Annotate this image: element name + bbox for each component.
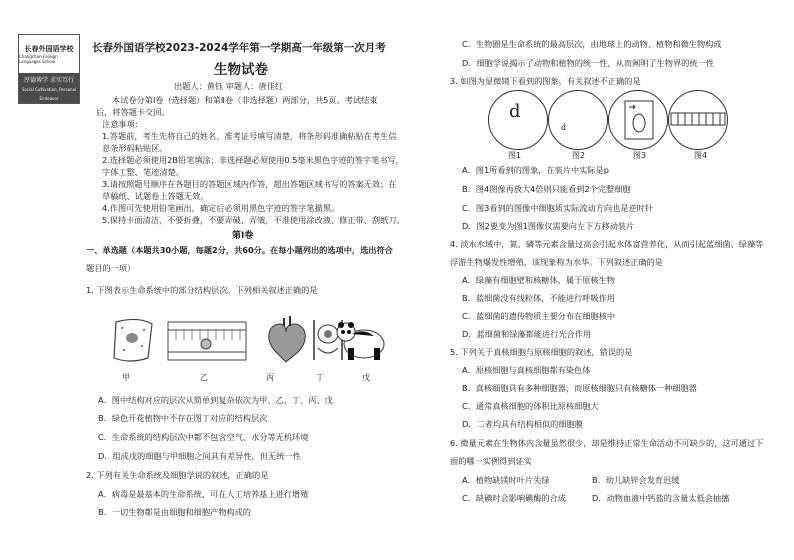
q1-label-jia: 甲 [122, 373, 130, 382]
logo-text-en: Changchun Foreign Languages School [19, 54, 58, 64]
school-logo [18, 34, 80, 104]
q1-label-bing: 丙 [266, 373, 274, 382]
q3-option-a: A．图1所看到的图象，在装片中实际是p [462, 165, 610, 175]
logo-slogan-en: Social Cultivation, Personal Endeavor [21, 87, 77, 101]
section-heading-1: 一、单选题（本题共30小题，每题2分，共60分。在每小题列出的选项中，选出符合 [86, 245, 393, 255]
notice-item: 2.选择题必须使用2B铅笔填涂；非选择题必须使用0.5毫米黑色字迹的签字笔书写， [102, 155, 404, 165]
fig-label-1: 图1 [508, 151, 522, 160]
panda-image [337, 322, 384, 360]
notice-item: 1.答题前，考生先将自己的姓名、准考证号填写清楚，将条形码准确粘贴在考生信 [102, 131, 397, 141]
q4-stem-1: 4. 淡水水域中，氮、磷等元素含量过高会引起水体富营养化，从而引起蓝细菌、绿藻等 [450, 239, 764, 249]
q2-option-d: D．细胞学说揭示了动物和植物的统一性，从而阐明了生物界的统一性 [462, 58, 714, 68]
q1-stem: 1. 下图表示生命系统中的部分结构层次。下列相关叙述正确的是 [86, 285, 318, 295]
intro-line-2: 后，将答题卡交回。 [96, 107, 170, 117]
logo-emblem [19, 35, 79, 73]
fig-label-3: 图3 [633, 151, 647, 160]
q4-option-b: B．蓝细菌没有线粒体，不能进行呼吸作用 [462, 293, 615, 303]
q1-option-a: A．图中结构对应的层次从简单到复杂依次为甲、乙、丁、丙、戊 [98, 395, 333, 405]
q1-label-wu: 戊 [362, 373, 370, 382]
q4-option-a: A．绿藻有细胞壁和核糖体，属于原核生物 [462, 275, 615, 285]
q4-stem-2: 浮游生物爆发性增殖，该现象称为水华。下列叙述正确的是 [450, 257, 663, 267]
notice-item: 5.保持卡面清洁，不要折叠，不要弄破、弄皱，不准使用涂改液、修正带、刮纸刀。 [102, 215, 405, 225]
q2-option-c: C．生物圈是生命系统的最高层次，由地球上的动物、植物和微生物构成 [462, 39, 722, 49]
microscope-view-2 [548, 90, 608, 150]
q1-figure [108, 314, 388, 368]
q4-option-c: C．蓝细菌的遗传物质主要分布在细胞核中 [462, 311, 616, 321]
microscope-view-4 [668, 90, 728, 150]
section-heading-2: 题目的一项） [86, 263, 136, 273]
logo-slogan-band [19, 73, 79, 103]
notice-item: 字体工整、笔迹清楚。 [102, 167, 184, 177]
q5-option-d: D．二者均具有结构相似的细胞膜 [462, 419, 583, 429]
logo-text: 长春外国语学校 [24, 45, 74, 53]
q1-option-d: D．组成戊的细胞与甲细胞之间具有差异性，但无统一性 [98, 451, 301, 461]
authors-line: 出题人：黄钰 审题人：唐佳红 [174, 81, 284, 91]
microscope-view-3 [608, 90, 668, 150]
q2-option-b: B．一切生物都是由细胞和细胞产物构成的 [98, 507, 251, 517]
q3-stem: 3. 如图为显微镜下看到的图象，有关叙述不正确的是 [450, 76, 641, 86]
notice-item: 3.请按照题号顺序在各题目的答题区域内作答，超出答题区域书写的答案无效；在 [102, 179, 397, 189]
q3-option-c: C．图3看到的图像中细胞质实际流动方向也是逆时针 [462, 203, 654, 213]
q6-option-a: A．植物缺镁时叶片失绿 [462, 475, 550, 485]
q3-option-b: B．图4图像再放大4倍则只能看到2个完整细胞 [462, 184, 631, 194]
animal-cell-image [114, 319, 152, 361]
q2-stem: 2. 下列有关生命系统及细胞学说的叙述，正确的是 [86, 470, 269, 480]
small-d-letter: d [561, 123, 567, 132]
notice-item: 息条形码粘贴区。 [102, 143, 168, 153]
q1-option-b: B．绿色开花植物中不存在图丁对应的结构层次 [98, 413, 268, 423]
cell-row-diagram [669, 111, 727, 127]
q5-option-b: B．真核细胞具有多种细胞器，而原核细胞只有核糖体一种细胞器 [462, 383, 697, 393]
intro-line-1: 本试卷分第Ⅰ卷（选择题）和第Ⅱ卷（非选择题）两部分，共5页。考试结束 [112, 95, 378, 105]
q1-option-c: C．生命系统的结构层次中都不包含空气、水分等无机环境 [98, 432, 309, 442]
q5-option-c: C．通常真核细胞的体积比原核细胞大 [462, 401, 599, 411]
q4-option-d: D．蓝细菌和绿藻都能进行光合作用 [462, 329, 592, 339]
q6-option-b: B．幼儿缺锌会发育迟缓 [592, 475, 680, 485]
microscope-view-1 [488, 90, 548, 150]
subject-title: 生物试卷 [214, 62, 268, 78]
q5-stem: 5. 下列关于真核细胞与原核细胞的叙述，错误的是 [450, 347, 633, 357]
exam-title: 长春外国语学校2023-2024学年第一学期高一年级第一次月考 [92, 42, 386, 54]
big-d-letter: d [509, 101, 521, 122]
q6-option-d: D．动物血液中钙盐的含量太低会抽搐 [592, 493, 730, 503]
section-label: 第Ⅰ卷 [232, 231, 254, 241]
q2-option-a: A．病毒是最基本的生命系统，可在人工培养基上进行增殖 [98, 489, 309, 499]
cytoplasm-flow-diagram [619, 99, 659, 141]
q6-stem-2: 面的哪一实例得到证实 [450, 456, 532, 466]
leaf-tissue-image [168, 322, 246, 360]
q5-option-a: A．原核细胞与真核细胞都有染色体 [462, 365, 591, 375]
heart-organ-image [269, 316, 305, 362]
logo-slogan: 厚德博学 求实笃行 [24, 77, 74, 84]
q1-label-ding: 丁 [316, 373, 324, 382]
organ-system-image [314, 320, 342, 360]
q6-stem-1: 6. 微量元素在生物体内含量虽然很少，却是维持正常生命活动不可缺少的，这可通过下 [450, 438, 764, 448]
q6-option-c: C．缺碘时会影响碘酶的合成 [462, 493, 566, 503]
notice-item: 草稿纸、试题卷上答题无效。 [102, 191, 209, 201]
fig-label-4: 图4 [694, 151, 708, 160]
notice-title: 注意事项： [102, 119, 143, 129]
q3-option-d: D．图2要变为图1图像仅需要向左下方移动装片 [462, 221, 635, 231]
q1-label-yi: 乙 [200, 373, 208, 382]
fig-label-2: 图2 [572, 151, 586, 160]
notice-item: 4.作图可先使用铅笔画出，确定后必须用黑色字迹的签字笔描黑。 [102, 203, 340, 213]
